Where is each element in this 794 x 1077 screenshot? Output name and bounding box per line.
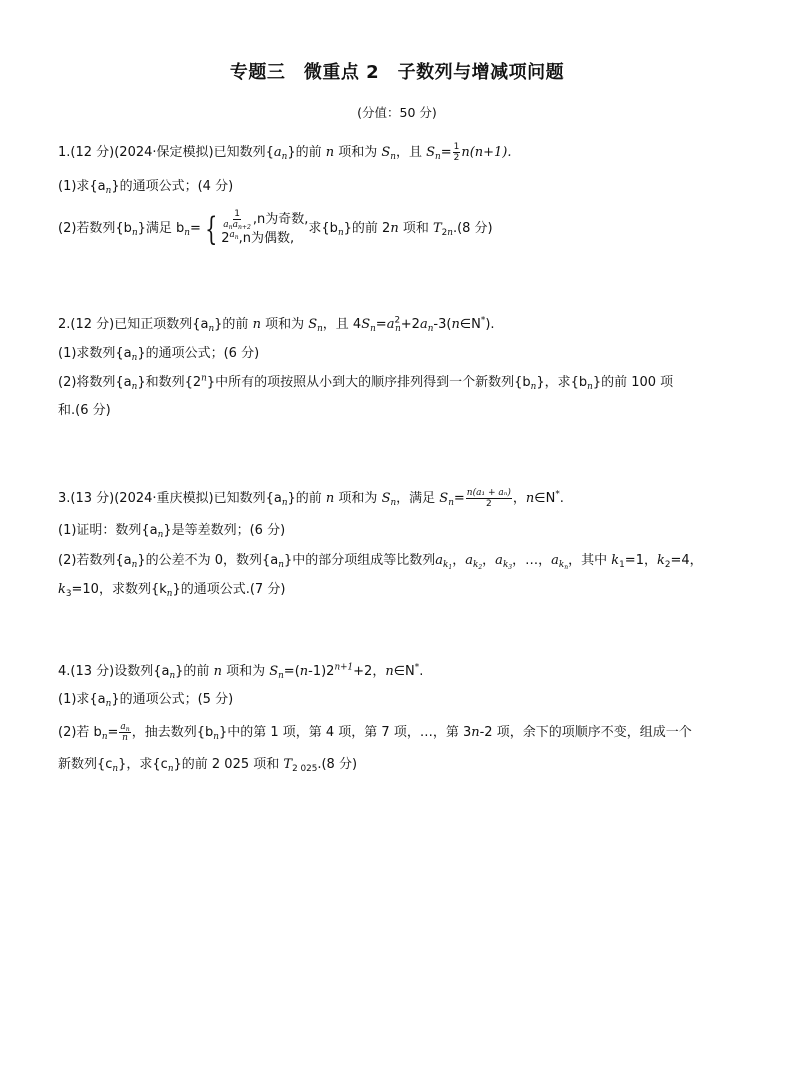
question-4-part-2: (2)若 $b_n=$ $\frac{a_n}{n}$ ，抽去数列$\{b_n\}$中的第 1 项，第 4 项，第 7 项，…，第 3n-2 项，余下的项顺序不变，组成一个 — [58, 722, 692, 743]
question-3-part-1: (1)证明：数列$\{a_n\}$是等差数列；(6 分) — [58, 523, 286, 541]
question-1-part-1: (1)求$\{a_n\}$的通项公式；(4 分) — [58, 179, 234, 197]
page-title: 专题三 微重点 2 子数列与增减项问题 — [229, 62, 565, 83]
question-3-part-2: (2)若数列$\{a_n\}$的公差不为 0，数列$\{a_n\}$中的部分项组成等比数列$a_{k_1}$，$a_{k_2}$，$a_{k_3}$，…，$a_{k_n}$，其中 $k_1=1$，$k_2=4$， — [58, 553, 703, 572]
question-3-stem: 3.(13 分)(2024·重庆模拟)已知数列$\{a_n\}$的前 n 项和为 $S_n$，满足 $S_n=$ $\frac{\text{n(a₁ + aₙ)}}{2}$ ，n∈N*. — [58, 488, 564, 509]
question-2-part-1: (1)求数列$\{a_n\}$的通项公式；(6 分) — [58, 346, 260, 364]
question-2-stem: 2.(12 分)已知正项数列$\{a_n\}$的前 n 项和为 $S_n$，且 $4S_n=a^2_n+2a_n-3(n\in N^*)$. — [58, 315, 495, 335]
question-4-stem: 4.(13 分)设数列$\{a_n\}$的前 n 项和为 $S_n=(n-1)2^{n+1}+2$，n∈N*. — [58, 662, 424, 682]
question-4-part-1: (1)求$\{a_n\}$的通项公式；(5 分) — [58, 692, 234, 710]
question-2-part-2: (2)将数列$\{a_n\}$和数列{2$^n$}中所有的项按照从小到大的顺序排列得到一个新数列$\{b_n\}$，求$\{b_n\}$的前 100 项 — [58, 373, 674, 393]
question-4-part-2-cont: 新数列$\{c_n\}$，求$\{c_n\}$的前 2 025 项和 $T_{2 025}.(8$ 分) — [58, 757, 358, 775]
question-1-part-2: (2)若数列$\{b_n\}$满足 $b_n=$ { $\frac{1}{a_na_{n+2}}$ ,n为奇数, $2^{a_n},n$为偶数, 求$\{b_n\}$的前 2n 项和 $T_{2n}.(8$ 分) — [58, 209, 493, 248]
question-2-part-2-cont: 和.(6 分) — [58, 403, 111, 418]
score-note: (分值：50 分) — [357, 105, 437, 120]
question-1-stem: 1.(12 分)(2024·保定模拟)已知数列$\{a_n\}$的前 n 项和为 $S_n$，且 $S_n=$ $\frac{1}{2}$ n(n+1). — [58, 142, 512, 163]
question-3-part-2-cont: $k_3=10$，求数列$\{k_n\}$的通项公式.(7 分) — [58, 582, 286, 600]
